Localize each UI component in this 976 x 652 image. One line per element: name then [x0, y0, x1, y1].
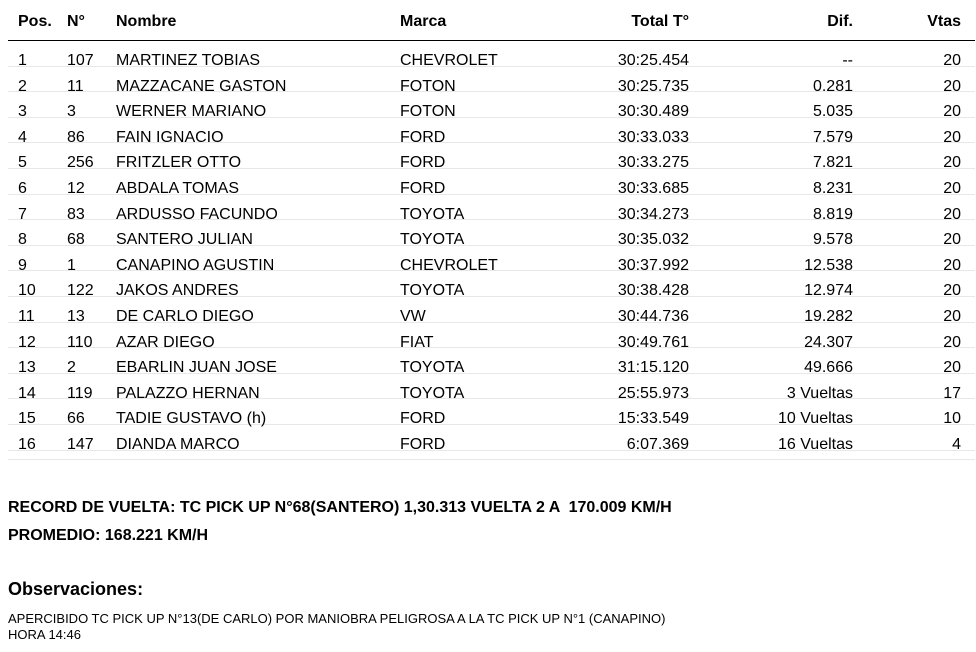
cell-total: 30:38.428 — [617, 282, 689, 300]
cell-nombre: DIANDA MARCO — [116, 435, 240, 453]
cell-pos: 16 — [18, 435, 36, 453]
cell-nombre: WERNER MARIANO — [116, 103, 267, 121]
cell-marca: FORD — [400, 128, 446, 146]
cell-total: 30:25.454 — [617, 52, 689, 69]
cell-total: 30:33.033 — [617, 128, 689, 146]
cell-nombre: EBARLIN JUAN JOSE — [116, 359, 277, 377]
cell-nombre: MARTINEZ TOBIAS — [116, 52, 261, 69]
cell-total: 15:33.549 — [617, 410, 689, 428]
cell-total: 30:34.273 — [617, 205, 689, 223]
table-body — [8, 41, 975, 451]
cell-vtas: 20 — [943, 103, 961, 121]
cell-vtas: 20 — [943, 77, 961, 95]
cell-num: 2 — [67, 359, 76, 377]
cell-dif: 19.282 — [804, 307, 853, 325]
cell-total: 30:37.992 — [617, 256, 689, 274]
cell-num: 119 — [67, 384, 93, 402]
cell-marca: VW — [400, 307, 426, 325]
cell-nombre: MAZZACANE GASTON — [116, 77, 287, 95]
cell-num: 256 — [67, 154, 94, 172]
cell-vtas: 20 — [943, 333, 961, 351]
cell-vtas: 10 — [943, 410, 961, 428]
average-speed: PROMEDIO: 168.221 KM/H — [8, 527, 209, 544]
cell-vtas: 20 — [943, 205, 961, 223]
cell-marca: FORD — [400, 435, 446, 453]
cell-pos: 2 — [18, 77, 27, 95]
cell-dif: 8.819 — [812, 205, 853, 223]
cell-dif: 49.666 — [804, 359, 853, 377]
results-table — [8, 0, 975, 451]
cell-marca: TOYOTA — [400, 282, 465, 300]
table-row — [8, 323, 975, 349]
cell-vtas: 20 — [943, 256, 961, 274]
cell-total: 30:33.685 — [617, 179, 689, 197]
table-row — [8, 143, 975, 172]
cell-dif: 9.578 — [812, 231, 853, 249]
cell-vtas: 20 — [943, 282, 961, 300]
table-row — [8, 246, 975, 272]
cell-nombre: FRITZLER OTTO — [116, 154, 242, 172]
cell-total: 30:30.489 — [617, 103, 689, 121]
cell-dif: -- — [842, 52, 853, 69]
cell-nombre: PALAZZO HERNAN — [116, 384, 260, 402]
cell-marca: FIAT — [400, 333, 434, 351]
cell-total: 25:55.973 — [617, 384, 689, 402]
table-row — [8, 67, 975, 93]
cell-pos: 6 — [18, 179, 27, 197]
cell-pos: 14 — [18, 384, 36, 402]
observations-title: Observaciones: — [8, 579, 144, 599]
cell-num: 1 — [67, 256, 76, 274]
cell-num: 11 — [67, 77, 84, 95]
table-row — [8, 399, 975, 428]
cell-total: 30:49.761 — [617, 333, 689, 351]
cell-vtas: 20 — [943, 359, 961, 377]
lap-record: RECORD DE VUELTA: TC PICK UP N°68(SANTERO) 1,30.313 VUELTA 2 A 170.009 KM/H — [8, 499, 672, 516]
cell-num: 68 — [67, 231, 85, 249]
cell-num: 66 — [67, 410, 85, 428]
table-row — [8, 169, 975, 195]
cell-dif: 10 Vueltas — [777, 410, 853, 428]
cell-nombre: JAKOS ANDRES — [116, 282, 239, 300]
cell-nombre: TADIE GUSTAVO (h) — [116, 410, 267, 428]
observation-line-1: APERCIBIDO TC PICK UP N°13(DE CARLO) POR MANIOBRA PELIGROSA A LA TC PICK UP N°1 (CANAPINO) — [8, 611, 666, 626]
cell-vtas: 20 — [943, 52, 961, 69]
cell-num: 107 — [67, 52, 94, 69]
cell-marca: TOYOTA — [400, 205, 465, 223]
cell-pos: 11 — [18, 307, 35, 325]
cell-marca: TOYOTA — [400, 384, 465, 402]
table-header — [8, 0, 975, 41]
table-row — [8, 297, 975, 323]
cell-nombre: ABDALA TOMAS — [116, 179, 240, 197]
header-total: Total T° — [631, 13, 689, 30]
cell-marca: FOTON — [400, 77, 456, 95]
cell-vtas: 20 — [943, 154, 961, 172]
table-end-divider — [8, 437, 975, 460]
cell-marca: TOYOTA — [400, 359, 465, 377]
table-row — [8, 41, 975, 67]
cell-pos: 1 — [18, 52, 27, 69]
cell-pos: 15 — [18, 410, 36, 428]
cell-marca: CHEVROLET — [400, 52, 498, 69]
cell-dif: 8.231 — [812, 179, 853, 197]
cell-total: 30:33.275 — [617, 154, 689, 172]
cell-pos: 9 — [18, 256, 27, 274]
cell-marca: TOYOTA — [400, 231, 465, 249]
cell-num: 147 — [67, 435, 94, 453]
header-pos: Pos. — [18, 13, 52, 30]
cell-dif: 24.307 — [804, 333, 853, 351]
header-vtas: Vtas — [927, 13, 961, 30]
cell-total: 30:35.032 — [617, 231, 689, 249]
table-row — [8, 92, 975, 121]
cell-pos: 8 — [18, 231, 27, 249]
cell-marca: CHEVROLET — [400, 256, 498, 274]
cell-vtas: 20 — [943, 179, 961, 197]
cell-num: 83 — [67, 205, 85, 223]
cell-marca: FOTON — [400, 103, 456, 121]
cell-dif: 7.821 — [812, 154, 853, 172]
cell-pos: 10 — [18, 282, 36, 300]
cell-nombre: ARDUSSO FACUNDO — [116, 205, 278, 223]
cell-num: 3 — [67, 103, 76, 121]
cell-marca: FORD — [400, 154, 446, 172]
cell-dif: 16 Vueltas — [777, 435, 853, 453]
header-num: N° — [67, 13, 85, 30]
table-row — [8, 118, 975, 144]
table-row — [8, 220, 975, 249]
cell-pos: 4 — [18, 128, 27, 146]
cell-total: 6:07.369 — [626, 435, 689, 453]
cell-total: 30:44.736 — [617, 307, 689, 325]
cell-total: 30:25.735 — [617, 77, 689, 95]
cell-num: 12 — [67, 179, 85, 197]
table-row — [8, 195, 975, 221]
cell-nombre: CANAPINO AGUSTIN — [116, 256, 275, 274]
cell-nombre: DE CARLO DIEGO — [116, 307, 254, 325]
cell-num: 110 — [67, 333, 93, 351]
cell-nombre: SANTERO JULIAN — [116, 231, 253, 249]
cell-pos: 5 — [18, 154, 27, 172]
cell-nombre: FAIN IGNACIO — [116, 128, 224, 146]
cell-vtas: 4 — [952, 435, 961, 453]
cell-vtas: 20 — [943, 231, 961, 249]
table-row — [8, 374, 975, 400]
cell-pos: 12 — [18, 333, 36, 351]
header-nombre: Nombre — [116, 13, 177, 30]
cell-dif: 0.281 — [812, 77, 853, 95]
cell-vtas: 20 — [943, 307, 961, 325]
cell-vtas: 17 — [943, 384, 961, 402]
cell-num: 122 — [67, 282, 94, 300]
cell-vtas: 20 — [943, 128, 961, 146]
cell-num: 86 — [67, 128, 85, 146]
table-row — [8, 348, 975, 377]
cell-pos: 3 — [18, 103, 27, 121]
cell-dif: 5.035 — [812, 103, 853, 121]
cell-dif: 12.974 — [804, 282, 853, 300]
cell-total: 31:15.120 — [617, 359, 689, 377]
observation-line-2: HORA 14:46 — [8, 627, 81, 642]
cell-dif: 3 Vueltas — [786, 384, 853, 402]
cell-num: 13 — [67, 307, 85, 325]
cell-dif: 7.579 — [812, 128, 853, 146]
cell-marca: FORD — [400, 179, 446, 197]
cell-nombre: AZAR DIEGO — [116, 333, 215, 351]
cell-pos: 7 — [18, 205, 27, 223]
table-row — [8, 271, 975, 300]
cell-dif: 12.538 — [804, 256, 853, 274]
cell-marca: FORD — [400, 410, 446, 428]
header-dif: Dif. — [827, 13, 853, 30]
cell-pos: 13 — [18, 359, 36, 377]
header-marca: Marca — [400, 13, 447, 30]
